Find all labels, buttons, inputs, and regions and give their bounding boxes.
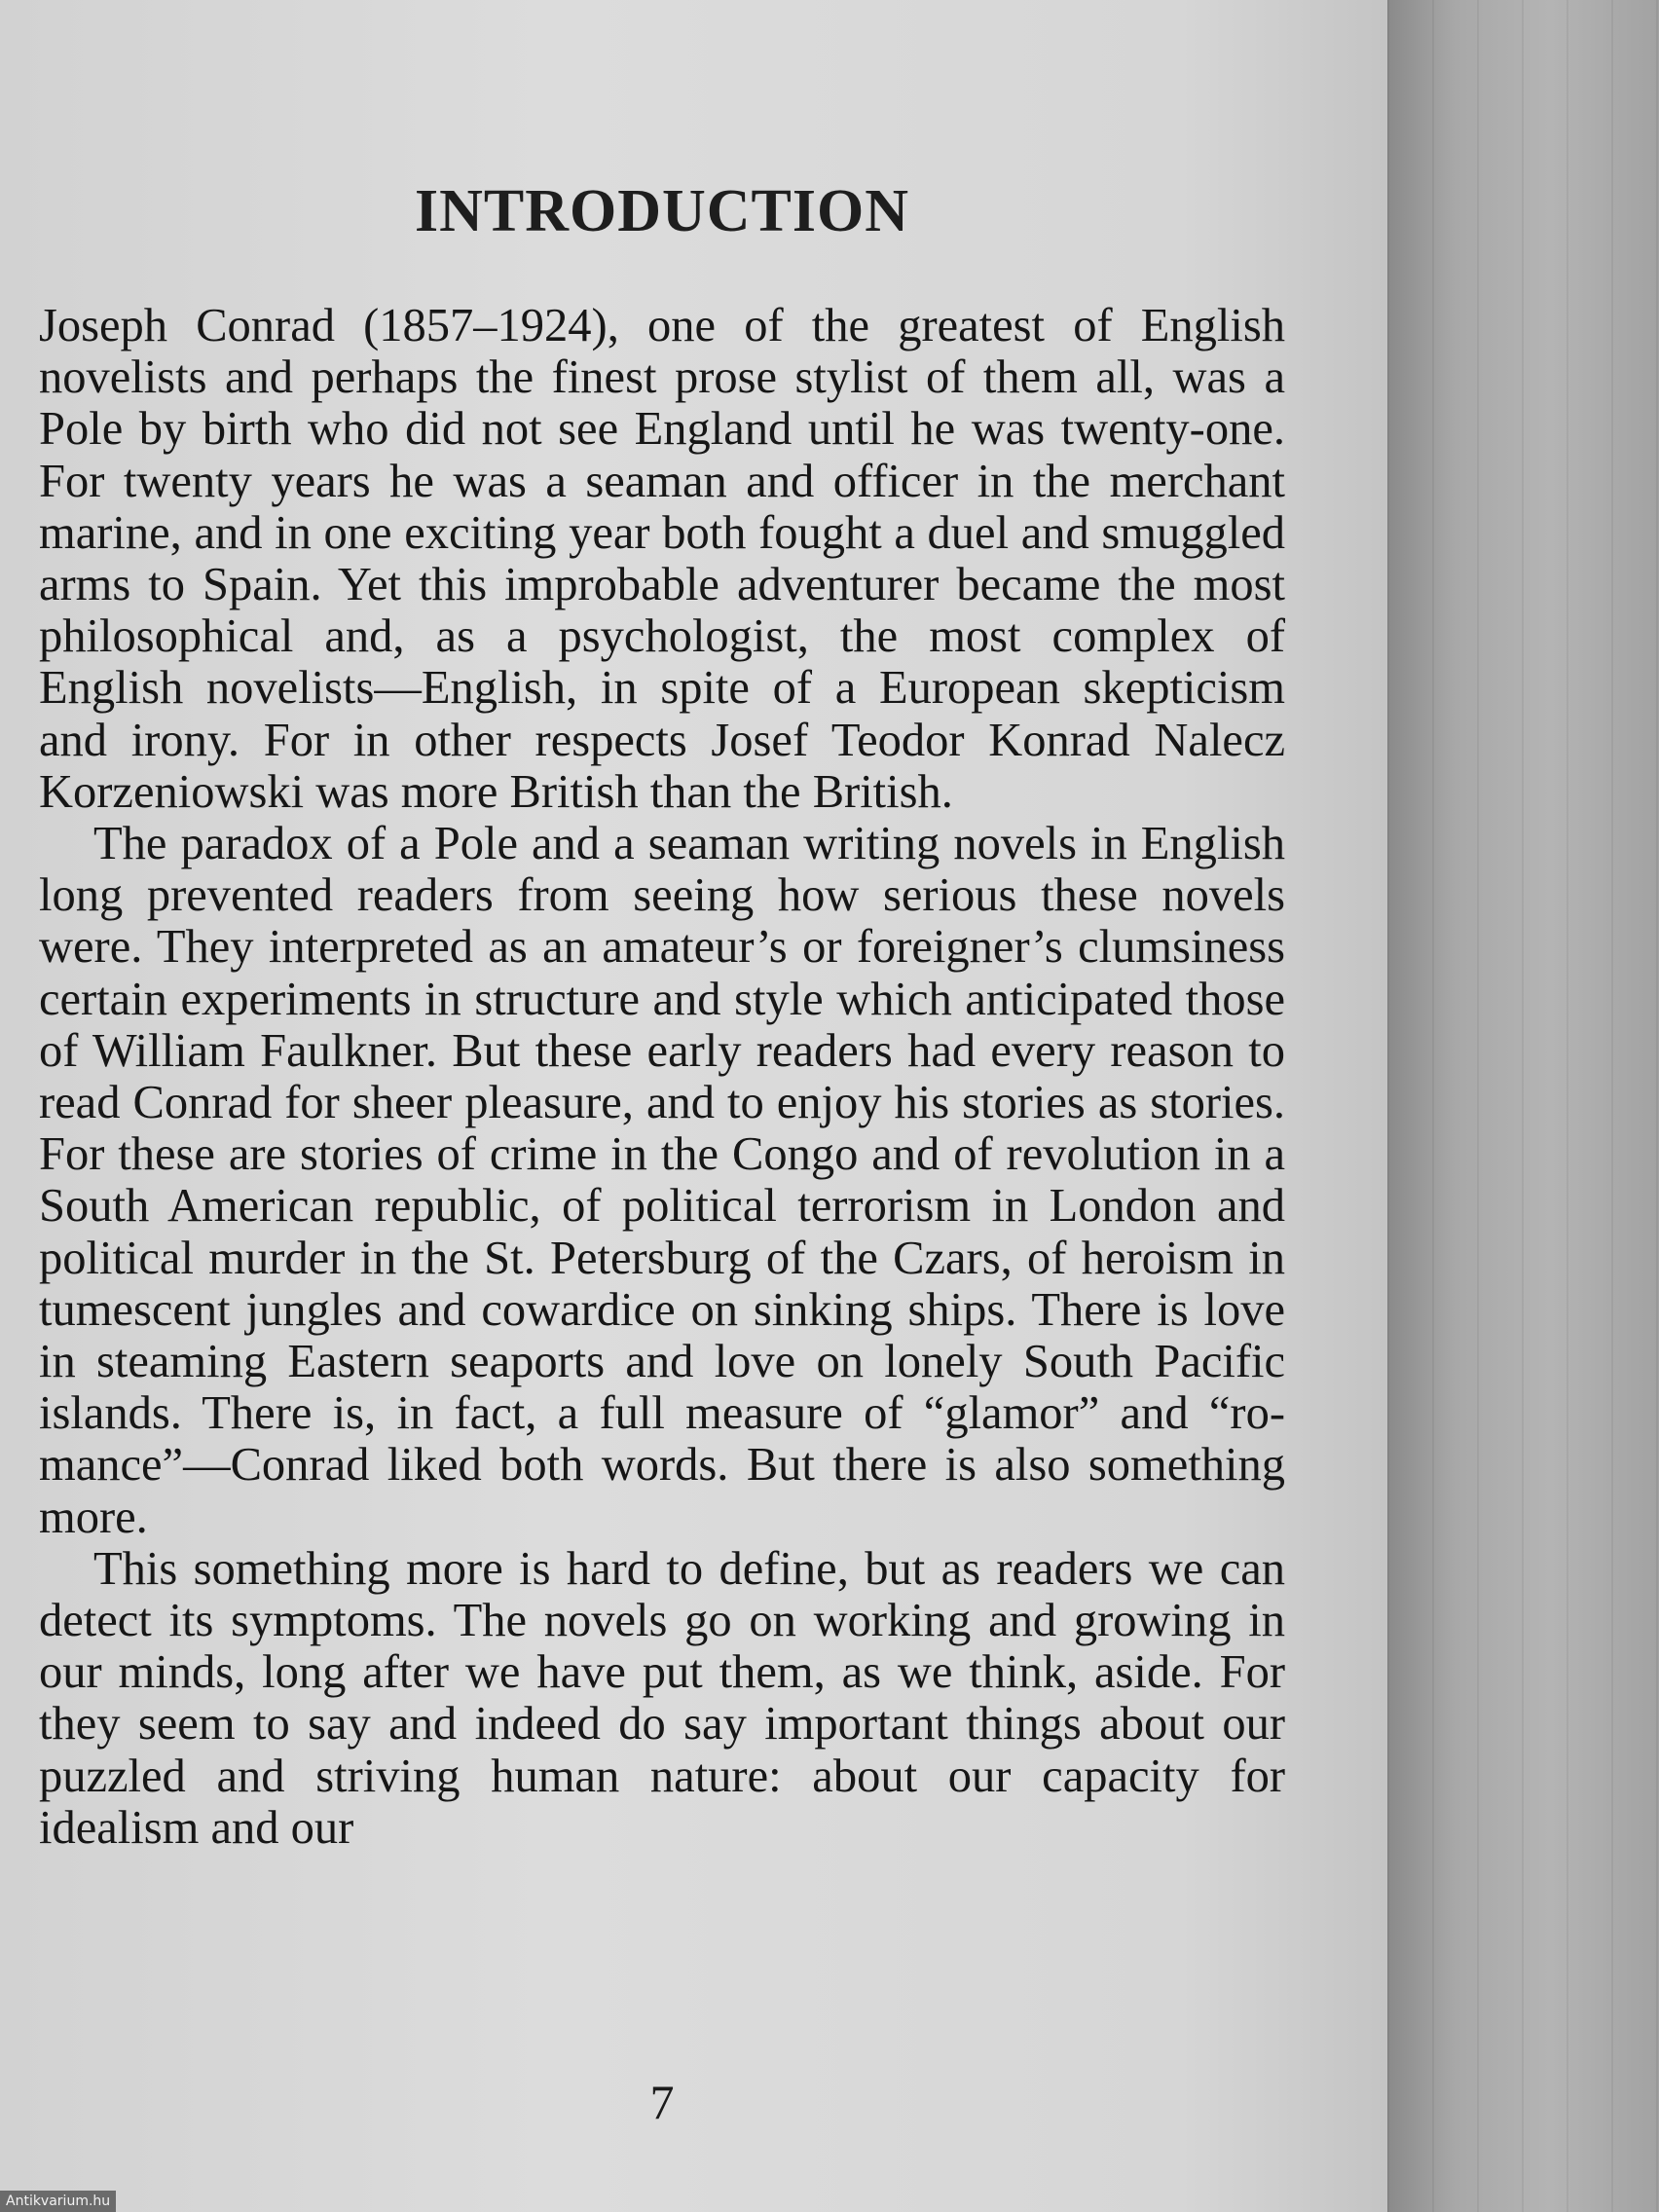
body-text: [39, 300, 1285, 1854]
paragraph-3: This something more is hard to define, but as readers we can detect its symptoms. The novels go on working and growing in our minds, long after we have put them, as we think, aside. For they seem to say and indeed do say important things about our puzzled and striving human nature: about our capacity for idealism and our: [39, 1542, 1285, 1854]
watermark: Antikvarium.hu: [0, 2191, 116, 2212]
paragraph-1: Joseph Conrad (1857–1924), one of the greatest of English novelists and perhaps the finest prose stylist of them all, was a Pole by birth who did not see England until he was twenty-one. For twenty years he was a seaman and officer in the merchant marine, and in one exciting year both fought a duel and smuggled arms to Spain. Yet this improbable adventurer became the most philosophical and, as a psychologist, the most complex of English novelists—English, in spite of a European skepticism and irony. For in other respects Josef Teodor Konrad Nalecz Korzeniowski was more British than the British.: [39, 300, 1285, 818]
page-title: INTRODUCTION: [414, 177, 910, 244]
book-page-right-edge: [1387, 0, 1659, 2212]
paragraph-2: The paradox of a Pole and a seaman writing novels in English long prevented readers from seeing how serious these novels were. They interpreted as an amateur’s or foreigner’s clumsiness certain experiments in structure and style which anticipated those of William Faulkner. But these early readers had every reason to read Conrad for sheer pleasure, and to enjoy his stories as stories. For these are stories of crime in the Congo and of revolution in a South American republic, of political terrorism in London and political murder in the St. Petersburg of the Czars, of heroism in tumescent jungles and cowardice on sinking ships. There is love in steaming Eastern seaports and love on lonely South Pacific islands. There is, in fact, a full measure of “glamor” and “romance”—Conrad liked both words. But there is also something more.: [39, 818, 1285, 1543]
page-number: 7: [649, 2075, 675, 2129]
